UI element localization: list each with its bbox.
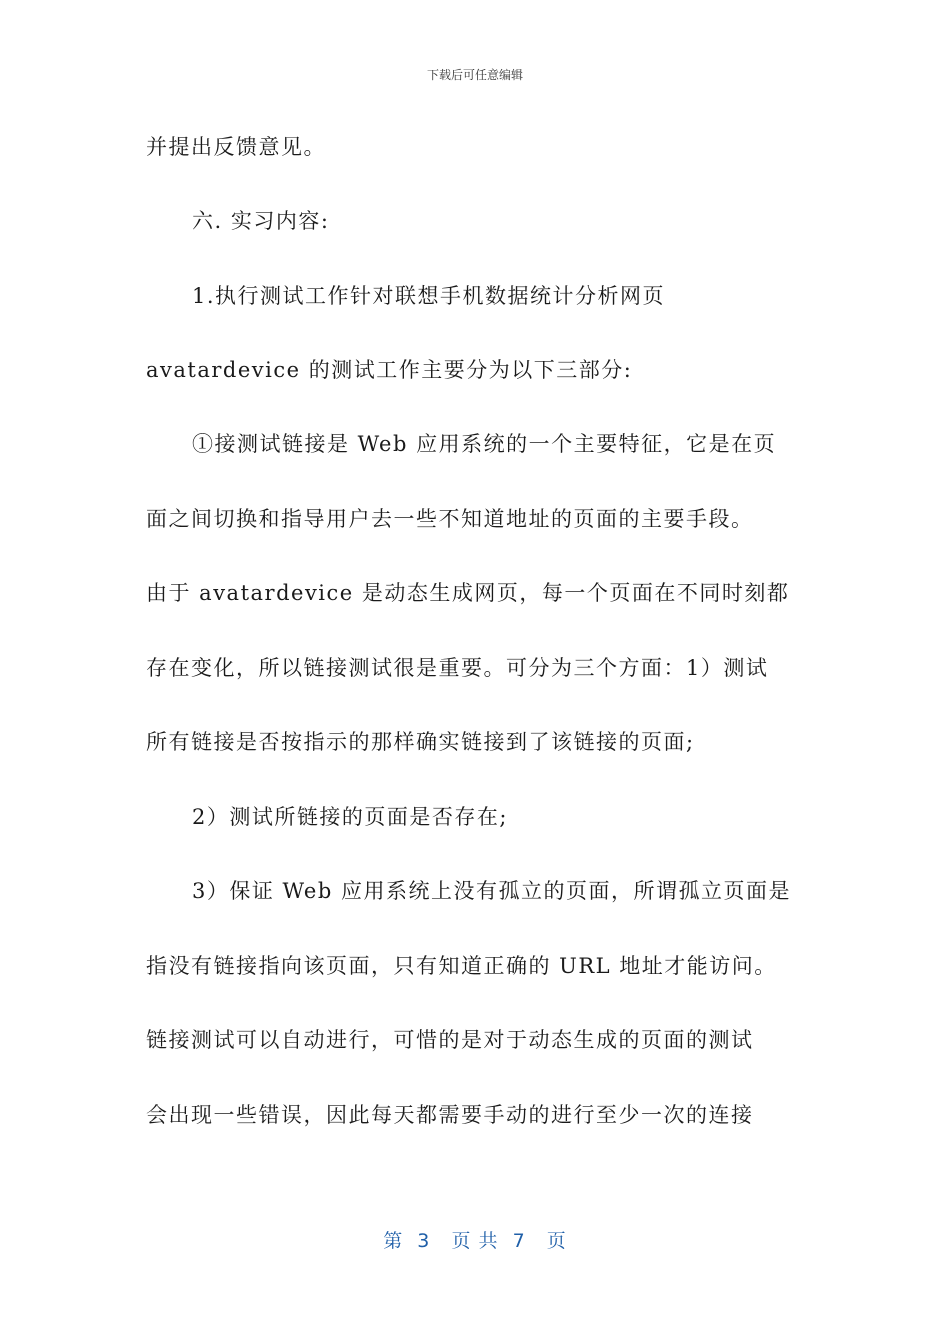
body-line-11: 3）保证 Web 应用系统上没有孤立的页面，所谓孤立页面是 [192,879,791,903]
body-line-6: 面之间切换和指导用户去一些不知道地址的页面的主要手段。 [146,507,754,531]
body-line-13: 链接测试可以自动进行，可惜的是对于动态生成的页面的测试 [146,1028,754,1052]
page-number-footer: 第 3 页 共 7 页 [383,1230,567,1252]
body-line-14: 会出现一些错误，因此每天都需要手动的进行至少一次的连接 [146,1103,754,1127]
body-line-7: 由于 avatardevice 是动态生成网页，每一个页面在不同时刻都 [146,581,790,605]
body-line-8: 存在变化，所以链接测试很是重要。可分为三个方面：1）测试 [146,656,769,680]
body-line-12: 指没有链接指向该页面，只有知道正确的 URL 地址才能访问。 [146,954,777,978]
page-header: 下载后可任意编辑 [426,68,523,82]
section-heading: 六. 实习内容: [192,209,330,233]
body-line-1: 并提出反馈意见。 [146,135,326,159]
body-line-4: avatardevice 的测试工作主要分为以下三部分: [146,358,633,382]
body-line-9: 所有链接是否按指示的那样确实链接到了该链接的页面; [146,730,695,754]
body-line-3: 1.执行测试工作针对联想手机数据统计分析网页 [192,284,666,308]
body-line-5: ①接测试链接是 Web 应用系统的一个主要特征，它是在页 [192,432,777,456]
body-line-10: 2）测试所链接的页面是否存在; [192,805,508,829]
